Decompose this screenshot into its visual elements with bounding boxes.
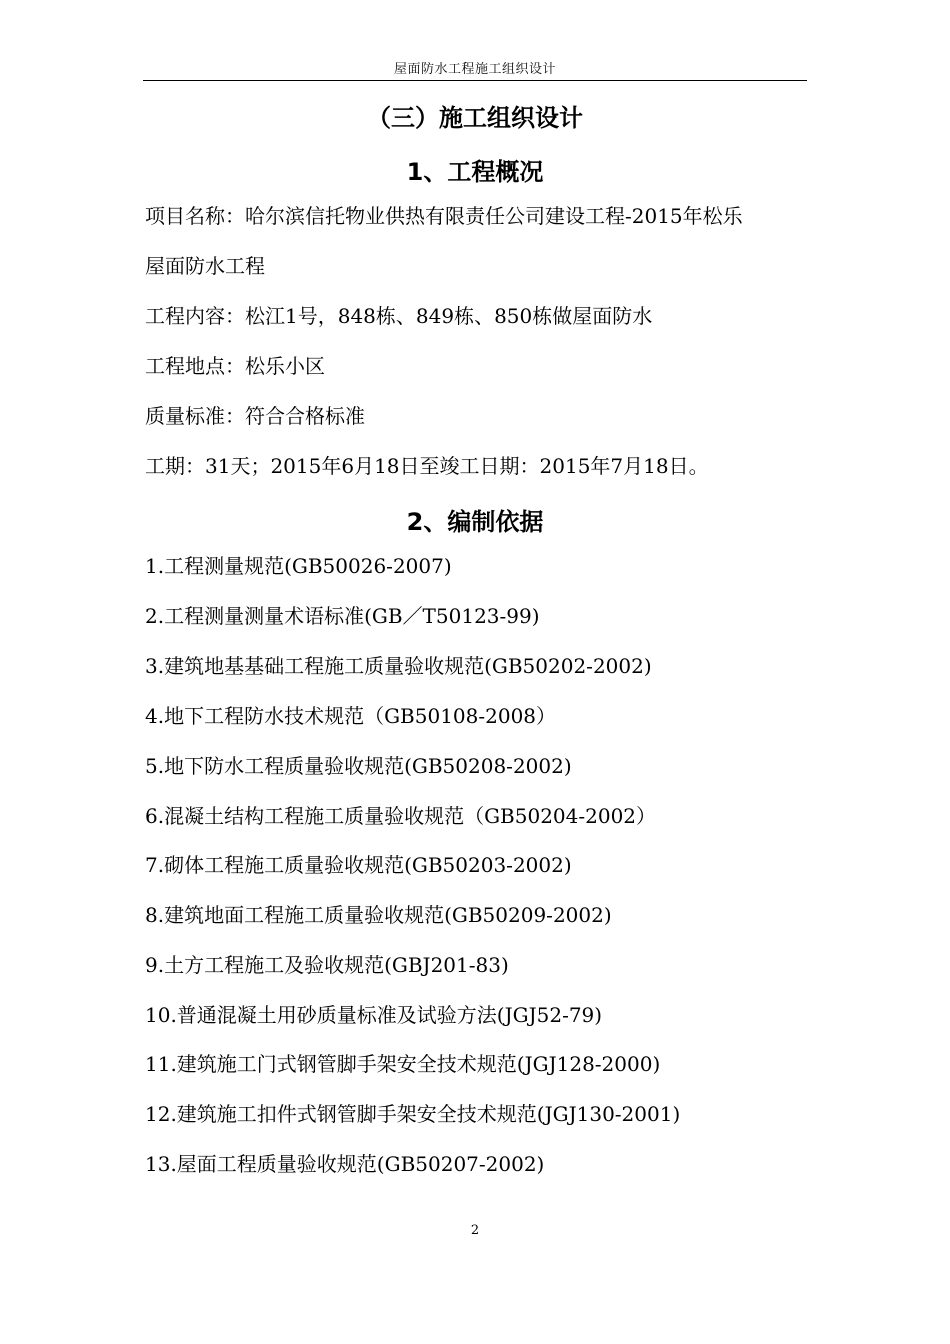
running-header: 屋面防水工程施工组织设计	[393, 62, 556, 77]
list-item: 9.土方工程施工及验收规范(GBJ201-83)	[145, 953, 509, 977]
quality-standard: 质量标准：符合合格标准	[145, 404, 365, 428]
list-item: 4.地下工程防水技术规范（GB50108-2008）	[145, 704, 557, 728]
list-item: 7.砌体工程施工质量验收规范(GB50203-2002)	[145, 853, 572, 877]
list-item: 3.建筑地基基础工程施工质量验收规范(GB50202-2002)	[145, 654, 652, 678]
document-title: （三）施工组织设计	[367, 104, 583, 132]
project-schedule: 工期：31天；2015年6月18日至竣工日期：2015年7月18日。	[145, 454, 709, 478]
project-location: 工程地点：松乐小区	[145, 354, 325, 378]
list-item: 8.建筑地面工程施工质量验收规范(GB50209-2002)	[145, 903, 612, 927]
list-item: 2.工程测量测量术语标准(GB／T50123-99)	[145, 604, 540, 628]
header-divider	[143, 80, 807, 81]
section-heading-basis: 2、编制依据	[406, 508, 544, 536]
list-item: 5.地下防水工程质量验收规范(GB50208-2002)	[145, 754, 572, 778]
project-name-line-2: 屋面防水工程	[145, 254, 265, 278]
list-item: 11.建筑施工门式钢管脚手架安全技术规范(JGJ128-2000)	[145, 1052, 661, 1076]
list-item: 1.工程测量规范(GB50026-2007)	[145, 554, 452, 578]
list-item: 13.屋面工程质量验收规范(GB50207-2002)	[145, 1152, 545, 1176]
list-item: 6.混凝土结构工程施工质量验收规范（GB50204-2002）	[145, 804, 657, 828]
list-item: 12.建筑施工扣件式钢管脚手架安全技术规范(JGJ130-2001)	[145, 1102, 681, 1126]
project-name-line-1: 项目名称：哈尔滨信托物业供热有限责任公司建设工程-2015年松乐	[145, 204, 743, 228]
section-heading-overview: 1、工程概况	[406, 158, 544, 186]
page-number: 2	[470, 1223, 480, 1238]
project-content: 工程内容：松江1号，848栋、849栋、850栋做屋面防水	[145, 304, 653, 328]
list-item: 10.普通混凝土用砂质量标准及试验方法(JGJ52-79)	[145, 1003, 603, 1027]
